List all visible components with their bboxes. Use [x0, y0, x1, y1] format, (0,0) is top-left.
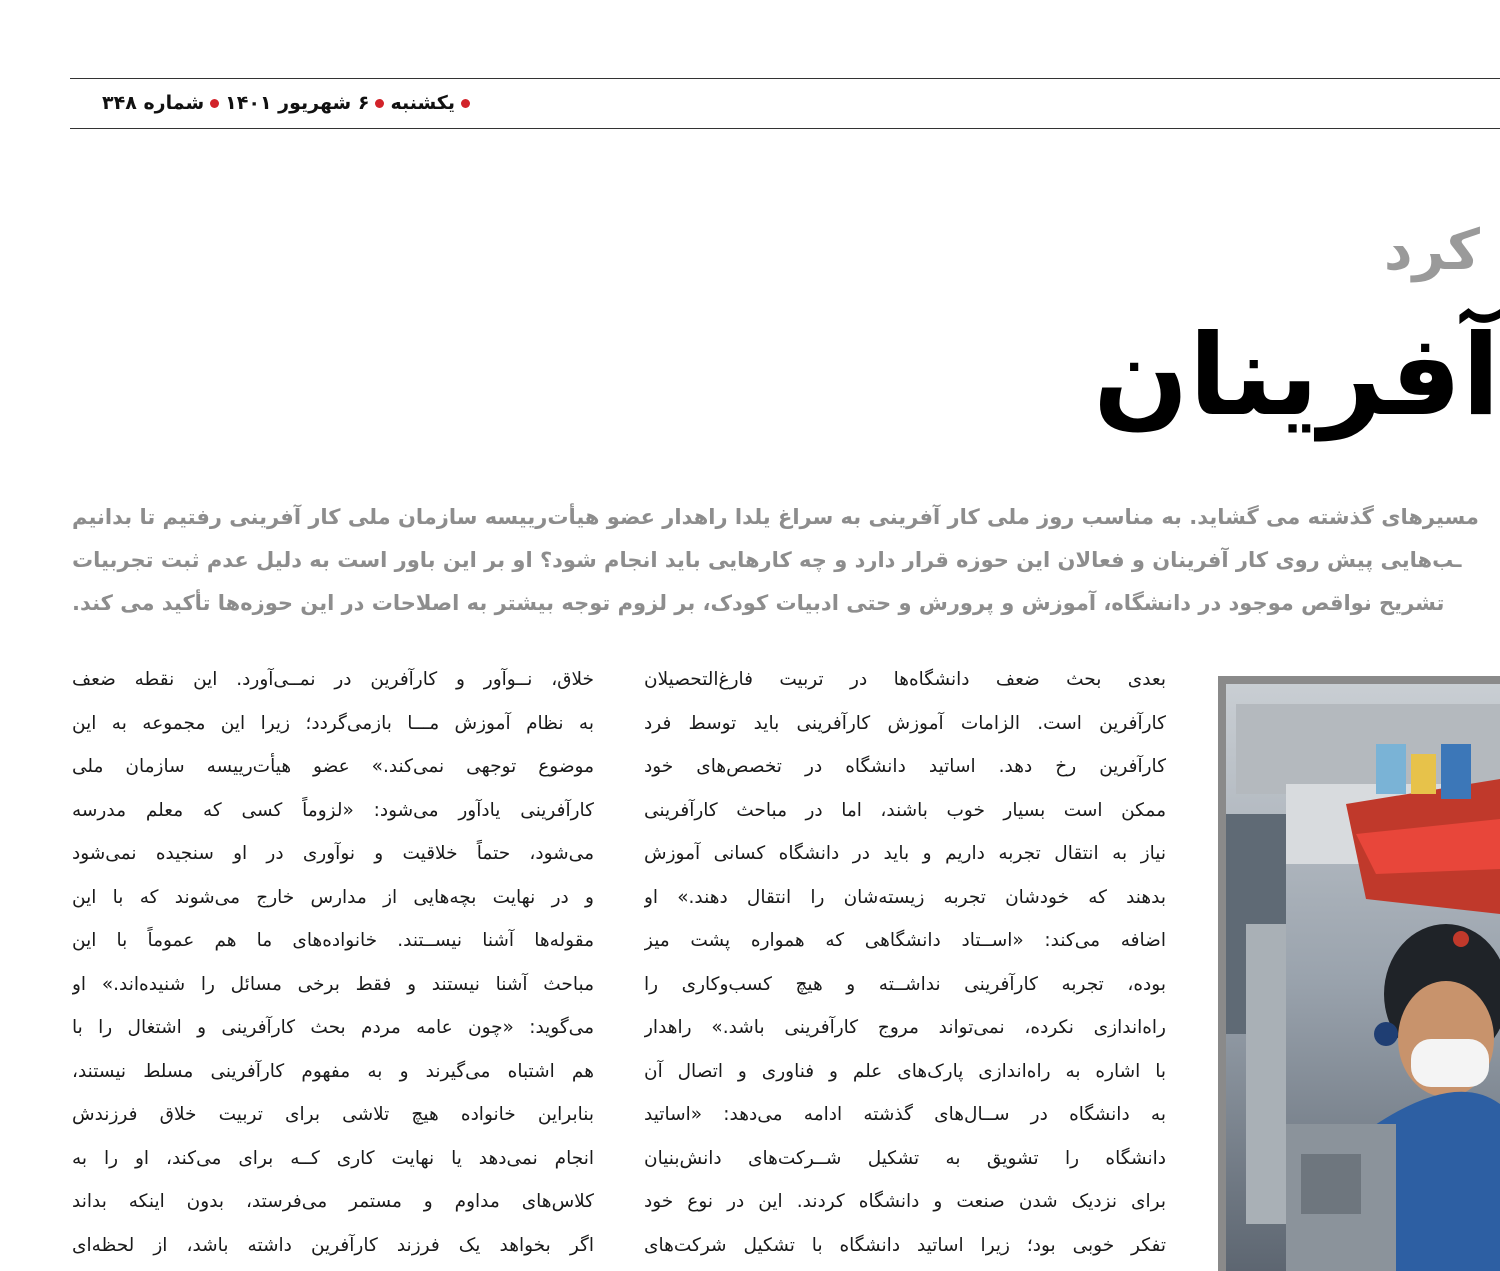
header-rule	[70, 128, 1500, 129]
body-line: بوده، تجربه کارآفرینی نداشــته و هیچ کسب‌وکاری را	[644, 973, 1166, 995]
body-line: انجام نمی‌دهد یا نهایت کاری کــه برای می‌کند، او را به	[72, 1147, 594, 1169]
body-line: می‌شود، حتماً خلاقیت و نوآوری در او سنجیده نمی‌شود	[72, 843, 594, 864]
body-line: برای نزدیک شدن صنعت و دانشگاه کردند. این در نوع خود	[644, 1191, 1166, 1212]
bullet-icon	[461, 99, 470, 108]
article-headline: آفرینان	[1093, 311, 1500, 441]
body-line: هم اشتباه می‌گیرند و به مفهوم کارآفرینی مسلط نیستند،	[72, 1060, 594, 1082]
lead-line: ـب‌هایی پیش روی کار آفرینان و فعالان این حوزه قرار دارد و چه کارهایی باید انجام شود؟ او بر این باور است به دلیل عدم ثبت تجربیات	[72, 548, 1462, 572]
body-line: بعدی بحث ضعف دانشگاه‌ها در تربیت فارغ‌التحصیلان	[644, 669, 1166, 690]
body-line: نیاز به انتقال تجربه داریم و باید در دانشگاه کسانی آموزش	[644, 843, 1166, 864]
body-line: اضافه می‌کند: «اســتاد دانشگاهی که همواره پشت میز	[644, 930, 1166, 951]
bullet-icon	[210, 99, 219, 108]
article-lead	[72, 496, 1500, 625]
body-line: به دانشگاه در ســال‌های گذشته ادامه می‌دهد: «اساتید	[644, 1104, 1166, 1125]
bullet-icon	[375, 99, 384, 108]
body-line: می‌گوید: «چون عامه مردم بحث کارآفرینی و اشتغال را با	[72, 1017, 594, 1038]
dateline	[70, 88, 470, 118]
body-line: مباحث آشنا نیستند و فقط برخی مسائل را شنیده‌اند.» او	[72, 973, 594, 995]
body-line: راه‌اندازی نکرده، نمی‌تواند مروج کارآفرینی باشد.» راهدار	[644, 1017, 1166, 1038]
article-column-middle	[644, 658, 1166, 1267]
body-line: کارآفرین رخ دهد. اساتید دانشگاه در تخصص‌های خود	[644, 756, 1166, 777]
body-line: دانشگاه را تشویق به تشکیل شــرکت‌های دانش‌بنیان	[644, 1147, 1166, 1169]
body-line: بنابراین خانواده هیچ تلاشی برای تربیت خلاق فرزندش	[72, 1104, 594, 1125]
workshop-photo-illustration	[1226, 684, 1500, 1271]
article-column-left	[72, 658, 594, 1267]
dateline-day: یکشنبه	[390, 92, 455, 114]
body-line: مقوله‌ها آشنا نیســتند. خانواده‌های ما هم عموماً با این	[72, 930, 594, 951]
top-rule	[70, 78, 1500, 79]
dateline-issue: شماره ۳۴۸	[102, 92, 205, 114]
body-line: ممکن است بسیار خوب باشند، اما در مباحث کارآفرینی	[644, 799, 1166, 821]
article-photo	[1218, 676, 1500, 1271]
dateline-date: ۶ شهریور ۱۴۰۱	[225, 92, 370, 114]
body-line: کارآفرینی یادآور می‌شود: «لزوماً کسی که معلم مدرسه	[72, 799, 594, 821]
body-line: اگر بخواهد یک فرزند کارآفرین داشته باشد، از لحظه‌ای	[72, 1234, 594, 1256]
body-line: موضوع توجهی نمی‌کند.» عضو هیأت‌رییسه سازمان ملی	[72, 756, 594, 777]
body-line: با اشاره به راه‌اندازی پارک‌های علم و فناوری و اتصال آن	[644, 1060, 1166, 1082]
body-line: بدهند که خودشان تجربه زیسته‌شان را انتقال دهند.» او	[644, 886, 1166, 908]
article-kicker: کرد	[1383, 218, 1480, 283]
body-line: خلاق، نــوآور و کارآفرین در نمــی‌آورد. این نقطه ضعف	[72, 669, 594, 690]
body-line: کارآفرین است. الزامات آموزش کارآفرینی باید توسط فرد	[644, 712, 1166, 734]
body-line: کلاس‌های مداوم و مستمر می‌فرستد، بدون اینکه بداند	[72, 1191, 594, 1212]
body-line: به نظام آموزش مـــا بازمی‌گردد؛ زیرا این مجموعه به این	[72, 712, 594, 734]
lead-line: مسیرهای گذشته می گشاید. به مناسب روز ملی کار آفرینی به سراغ یلدا راهدار عضو هیأت‌رییسه سازمان ملی کار آفرینی رفتیم تا بدانیم	[72, 505, 1479, 529]
body-line: تفکر خوبی بود؛ زیرا اساتید دانشگاه با تشکیل شرکت‌های	[644, 1234, 1166, 1256]
lead-line: تشریح نواقص موجود در دانشگاه، آموزش و پرورش و حتی ادبیات کودک، بر لزوم توجه بیشتر به اصلاحات در این حوزه‌ها تأکید می کند.	[72, 591, 1445, 615]
body-line: و در نهایت بچه‌هایی از مدارس خارج می‌شوند که با این	[72, 886, 594, 908]
